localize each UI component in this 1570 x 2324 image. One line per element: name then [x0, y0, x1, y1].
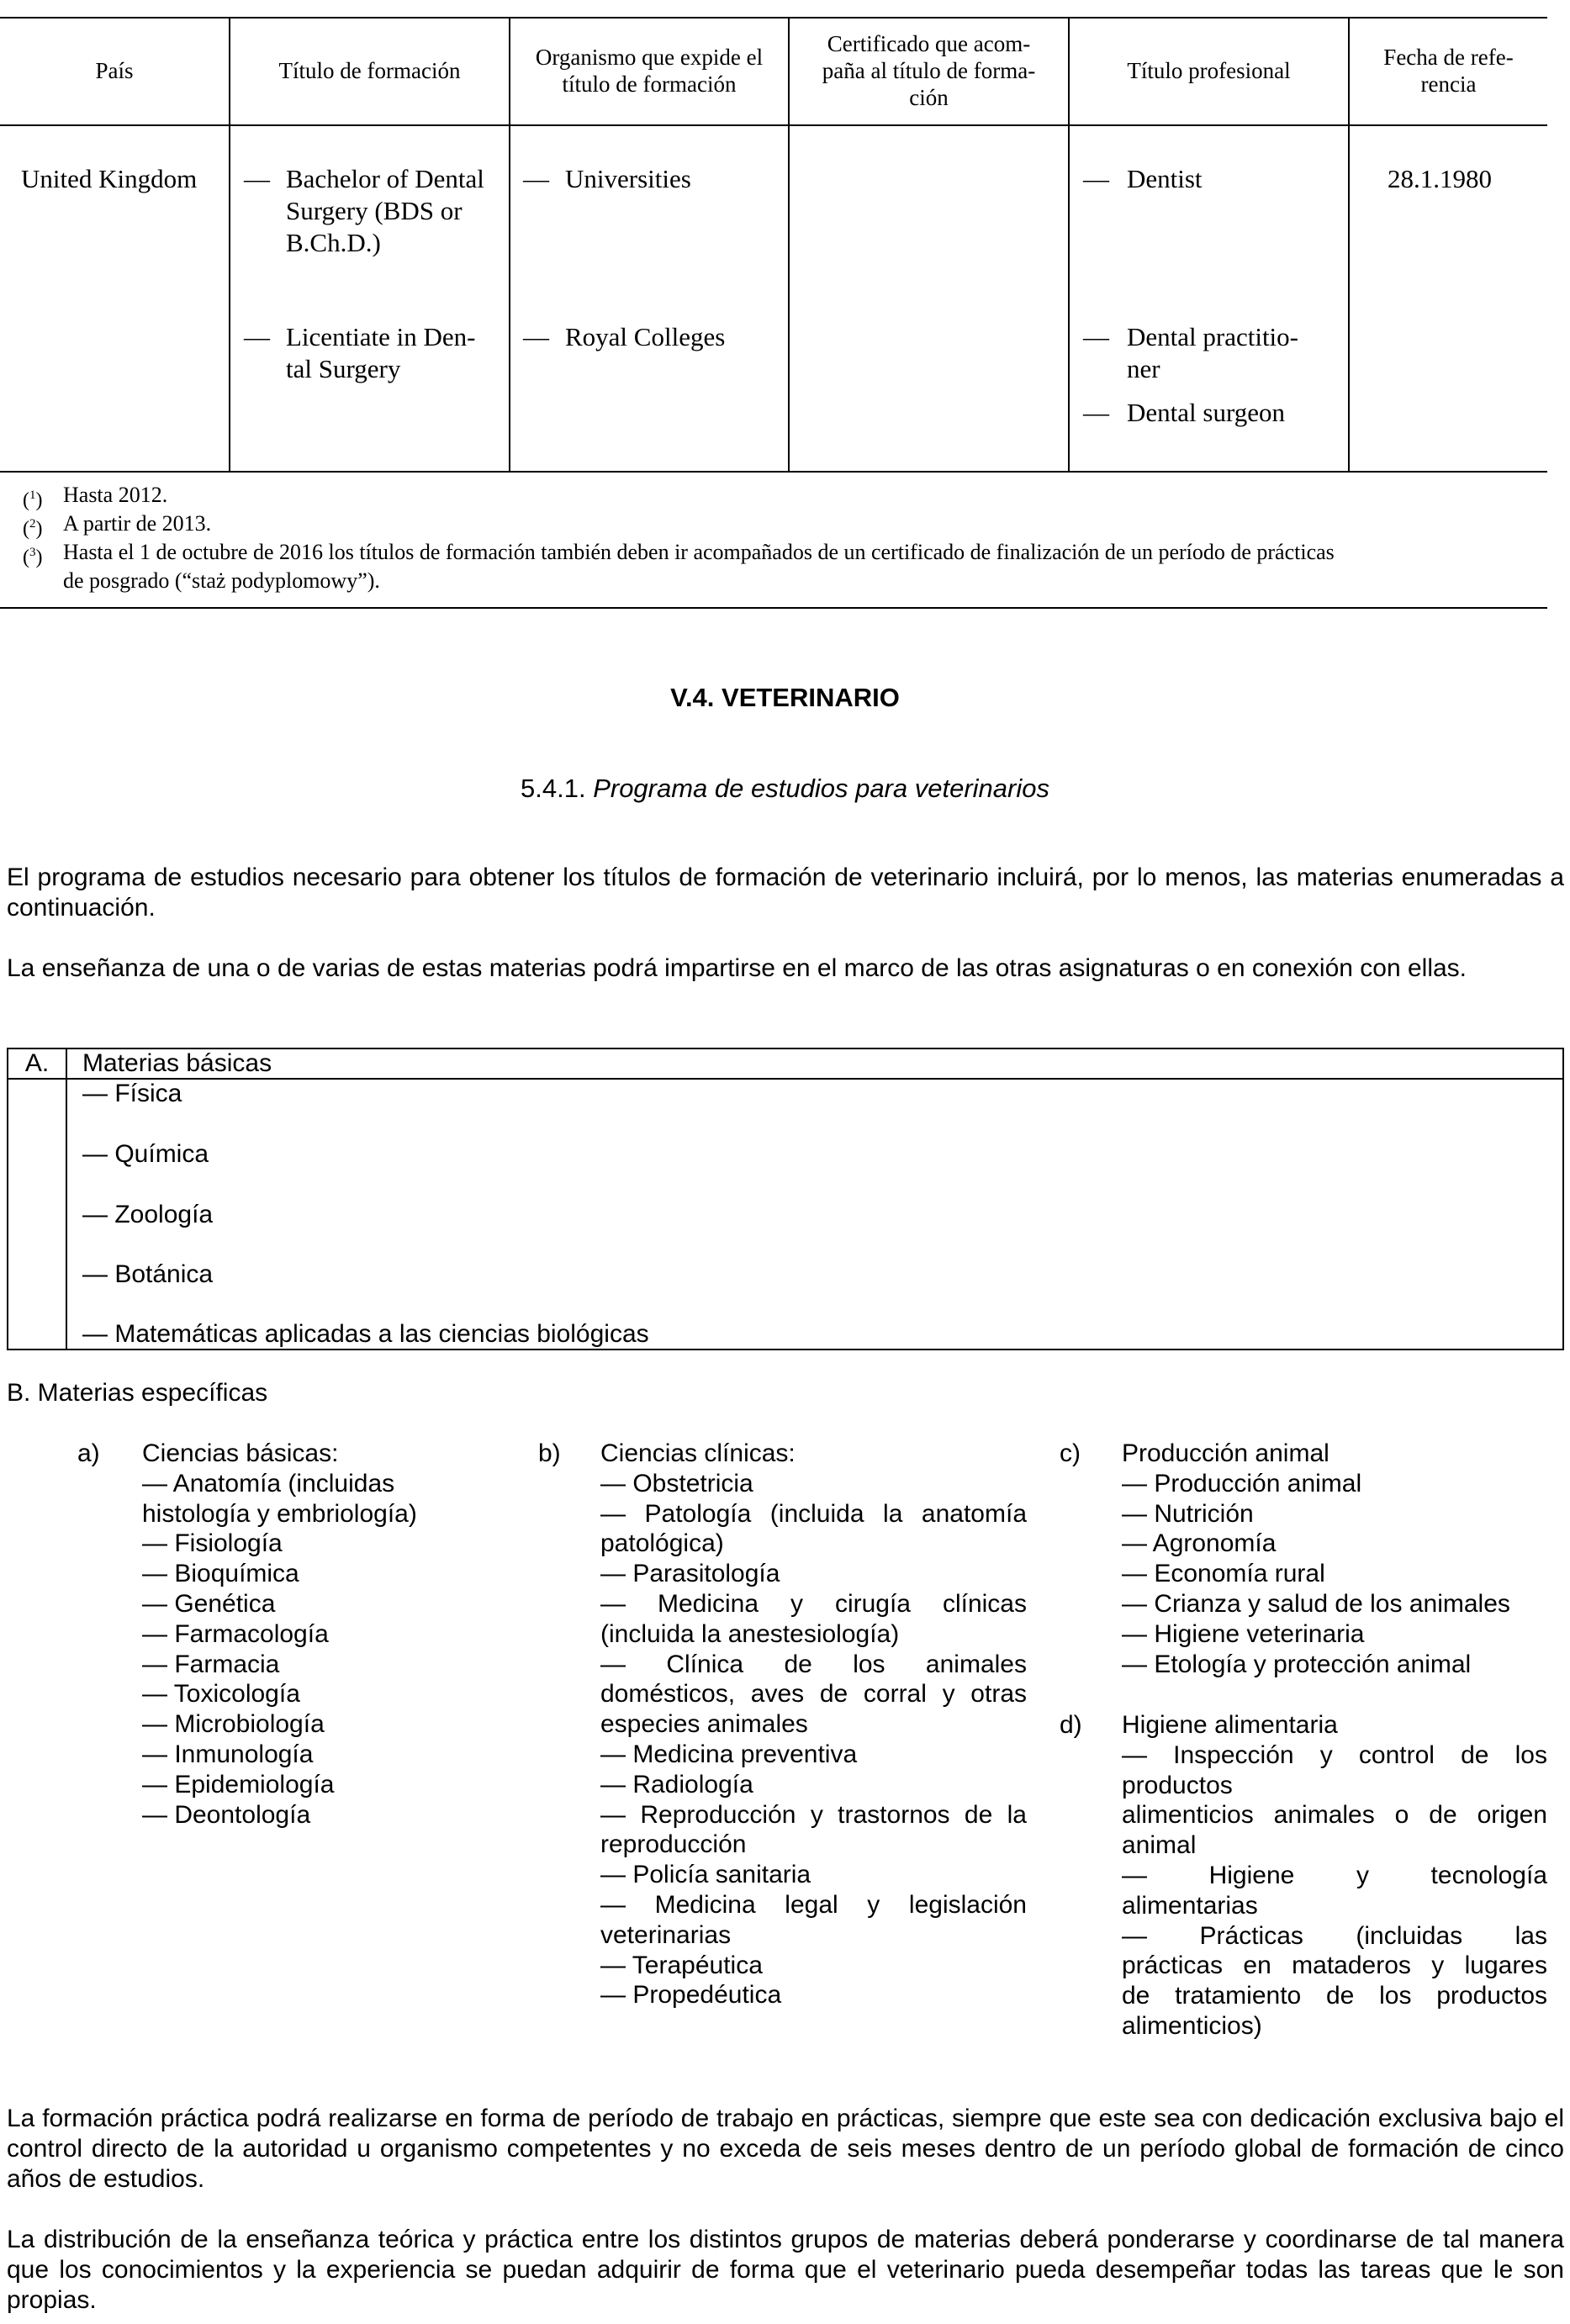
subject-line: — Medicina legal y legislación [600, 1890, 1027, 1919]
subject-line: — Anatomía (incluidas [142, 1469, 395, 1497]
header-certificado-line3: ción [909, 85, 949, 110]
subject-line: — Farmacia [142, 1650, 280, 1678]
fecha-referencia: 28.1.1980 [1388, 164, 1492, 193]
subject-list-c [1122, 1469, 1547, 1680]
basic-letter: A. [8, 1049, 67, 1080]
col-divider [229, 124, 230, 471]
subject-line: veterinarias [600, 1920, 732, 1949]
subject-line: — Policía sanitaria [600, 1861, 811, 1889]
column-body [142, 1439, 512, 1830]
basic-subjects-table [7, 1048, 1564, 1350]
dash: — [244, 164, 270, 193]
subject-line: — Crianza y salud de los animales [1122, 1589, 1510, 1618]
subject-line: — Economía rural [1122, 1560, 1325, 1588]
subject-line: alimenticios) [1122, 2011, 1262, 2040]
titulo-lds: Licentiate in Den- tal Surgery [286, 322, 476, 383]
subject-line: — Etología y protección animal [1122, 1650, 1472, 1678]
subject-line: — Propedéutica [600, 1981, 782, 2010]
col-divider [1068, 124, 1070, 471]
subject-line: — Patología (incluida la anatomía [600, 1499, 1027, 1528]
subject-line: — Deontología [142, 1800, 311, 1829]
subject-line: — Inmunología [142, 1740, 314, 1768]
col-divider [788, 124, 790, 471]
header-certificado [790, 17, 1068, 124]
dash: — [1083, 322, 1109, 351]
footnote-mark: 3 [29, 546, 36, 559]
subject-line: — Medicina y cirugía clínicas [600, 1589, 1027, 1618]
footnote-mark: 1 [29, 489, 36, 502]
column-letter: b) [538, 1439, 561, 1467]
header-titulo-formacion: Título de formación [278, 58, 461, 83]
footnote: ($^2$) A partir de 2013. [23, 511, 212, 540]
header-organismo [510, 17, 788, 124]
subject-line: — Parasitología [600, 1560, 780, 1588]
footnote-text: Hasta 2012. [63, 483, 168, 507]
dash: — [1083, 398, 1109, 427]
subject-line: — Fisiología [142, 1529, 283, 1558]
footnote: ($^3$) Hasta el 1 de octubre de 2016 los títulos de formación también deben ir acompañados de un certificado de finalización de un período de prácticas de posgrado (“staż podyplomowy”). [21, 538, 1547, 595]
subject-line: — Reproducción y trastornos de la [600, 1800, 1027, 1829]
subject-line: — Genética [142, 1589, 276, 1618]
footnote-mark: 2 [29, 517, 36, 531]
column-body [600, 1439, 1027, 2010]
table-header-rule [0, 124, 1547, 126]
subject-line: (incluida la anestesiología) [600, 1619, 900, 1648]
subject-line: especies animales [600, 1710, 808, 1739]
subsection-title [0, 774, 1570, 804]
col-divider [1348, 124, 1350, 471]
profesional-dental-practitioner: Dental practitio- ner [1127, 322, 1298, 383]
header-fecha-line1: Fecha de refe- [1383, 45, 1514, 70]
header-fecha [1350, 17, 1547, 124]
subject-line: domésticos, aves de corral y otras [600, 1680, 1027, 1709]
subject-line: de tratamiento de los productos [1122, 1982, 1547, 2010]
header-organismo-line2: título de formación [562, 71, 737, 97]
closing-paragraph-2: La distribución de la enseñanza teórica y práctica entre los distintos grupos de materias deberá ponderarse y coordinarse de tal manera que los conocimientos y la experiencia se puedan adquirir de forma que el veterinario pueda desempeñar todas las tareas que le son propias. [7, 2226, 1564, 2314]
column-title: Producción animal [1122, 1439, 1329, 1467]
basic-item: — Zoología [82, 1201, 214, 1228]
subject-line: — Prácticas (incluidas las [1122, 1921, 1547, 1950]
subject-line: productos [1122, 1771, 1233, 1799]
column-body [1122, 1439, 1547, 1679]
column-body [1122, 1710, 1547, 2041]
basic-title: Materias básicas [82, 1049, 272, 1077]
column-title: Higiene alimentaria [1122, 1711, 1338, 1739]
subject-line: — Nutrición [1122, 1499, 1254, 1528]
column-letter: d) [1060, 1711, 1082, 1739]
subject-list-a [142, 1469, 512, 1830]
subject-line: histología y embriología) [142, 1499, 417, 1528]
basic-item: — Matemáticas aplicadas a las ciencias biológicas [82, 1320, 649, 1348]
subject-line: — Farmacología [142, 1619, 329, 1648]
dash: — [523, 164, 549, 193]
footnote: ($^1$) Hasta 2012. [23, 483, 168, 511]
footnote-text-cont: de posgrado (“staż podyplomowy”). [63, 568, 380, 593]
subsection-number: 5.4.1. [521, 774, 586, 803]
organismo-universities: Universities [565, 164, 691, 193]
column-letter: a) [77, 1439, 100, 1467]
col-divider [509, 124, 510, 471]
subject-list-d [1122, 1740, 1547, 2041]
subject-line: alimentarias [1122, 1891, 1258, 1920]
dash: — [1083, 164, 1109, 193]
column-title: Ciencias clínicas: [600, 1439, 796, 1467]
subject-line: — Clínica de los animales [600, 1650, 1027, 1678]
basic-item: — Física [82, 1080, 182, 1107]
subject-line: — Bioquímica [142, 1560, 299, 1588]
dash: — [244, 322, 270, 351]
closing-paragraph-1: La formación práctica podrá realizarse en forma de período de trabajo en prácticas, siempre que este sea con dedicación exclusiva bajo el control directo de la autoridad u organismo competentes y no exceda de seis meses dentro de un período global de formación de cinco años de estudios. [7, 2105, 1564, 2193]
subject-line: — Toxicología [142, 1680, 300, 1709]
subject-line: — Epidemiología [142, 1770, 335, 1798]
subject-line: patológica) [600, 1529, 724, 1558]
basic-header-rule [67, 1078, 1562, 1080]
specific-subjects-title: B. Materias específicas [7, 1379, 268, 1407]
subject-line: — Microbiología [142, 1710, 325, 1739]
footnote-text: A partir de 2013. [63, 511, 212, 536]
header-certificado-line1: Certificado que acom- [827, 31, 1031, 56]
footnotes [21, 481, 1547, 595]
header-fecha-line2: rencia [1420, 71, 1477, 97]
subject-line: reproducción [600, 1830, 747, 1859]
intro-paragraph-1: El programa de estudios necesario para obtener los títulos de formación de veterinario incluirá, por lo menos, las materias enumeradas a continuación. [7, 864, 1564, 922]
footnotes-bottom-rule [0, 607, 1547, 609]
basic-item: — Química [82, 1140, 209, 1168]
subsection-heading: Programa de estudios para veterinarios [593, 774, 1049, 803]
subject-line: — Inspección y control de los [1122, 1740, 1547, 1769]
subject-line: — Agronomía [1122, 1529, 1277, 1558]
subject-line: — Radiología [600, 1770, 753, 1798]
header-certificado-line2: paña al título de forma- [822, 58, 1036, 83]
titulo-bds: Bachelor of Dental Surgery (BDS or B.Ch.D.) [286, 164, 484, 257]
intro-paragraph-2: La enseñanza de una o de varias de estas materias podrá impartirse en el marco de las otras asignaturas o en conexión con ellas. [7, 954, 1467, 982]
country-cell: United Kingdom [21, 164, 198, 193]
header-pais: País [95, 58, 134, 83]
subject-list-b [600, 1469, 1027, 2010]
profesional-dentist: Dentist [1127, 164, 1203, 193]
basic-left-column [8, 1078, 67, 1349]
profesional-dental-surgeon: Dental surgeon [1127, 398, 1285, 427]
qualifications-table [0, 17, 1547, 473]
column-letter: c) [1060, 1439, 1081, 1467]
subject-line: — Terapéutica [600, 1951, 763, 1979]
organismo-royal-colleges: Royal Colleges [565, 322, 726, 351]
subject-line: alimenticios animales o de origen [1122, 1801, 1547, 1830]
subject-line: animal [1122, 1831, 1197, 1860]
column-title: Ciencias básicas: [142, 1439, 339, 1467]
footnote-text: Hasta el 1 de octubre de 2016 los títulos de formación también deben ir acompañados de un certificado de finalización de un período de prácticas [63, 540, 1335, 564]
basic-item: — Botánica [82, 1260, 214, 1288]
subject-line: — Producción animal [1122, 1469, 1362, 1497]
table-bottom-rule [0, 471, 1547, 473]
subject-line: — Higiene veterinaria [1122, 1619, 1365, 1648]
dash: — [523, 322, 549, 351]
subject-line: — Obstetricia [600, 1469, 753, 1497]
section-title: V.4. VETERINARIO [670, 683, 900, 712]
header-organismo-line1: Organismo que expide el [535, 45, 764, 70]
subject-line: — Higiene y tecnología [1122, 1861, 1547, 1889]
header-titulo-profesional: Título profesional [1127, 58, 1291, 83]
subject-line: prácticas en mataderos y lugares [1122, 1952, 1547, 1980]
subject-line: — Medicina preventiva [600, 1740, 858, 1768]
